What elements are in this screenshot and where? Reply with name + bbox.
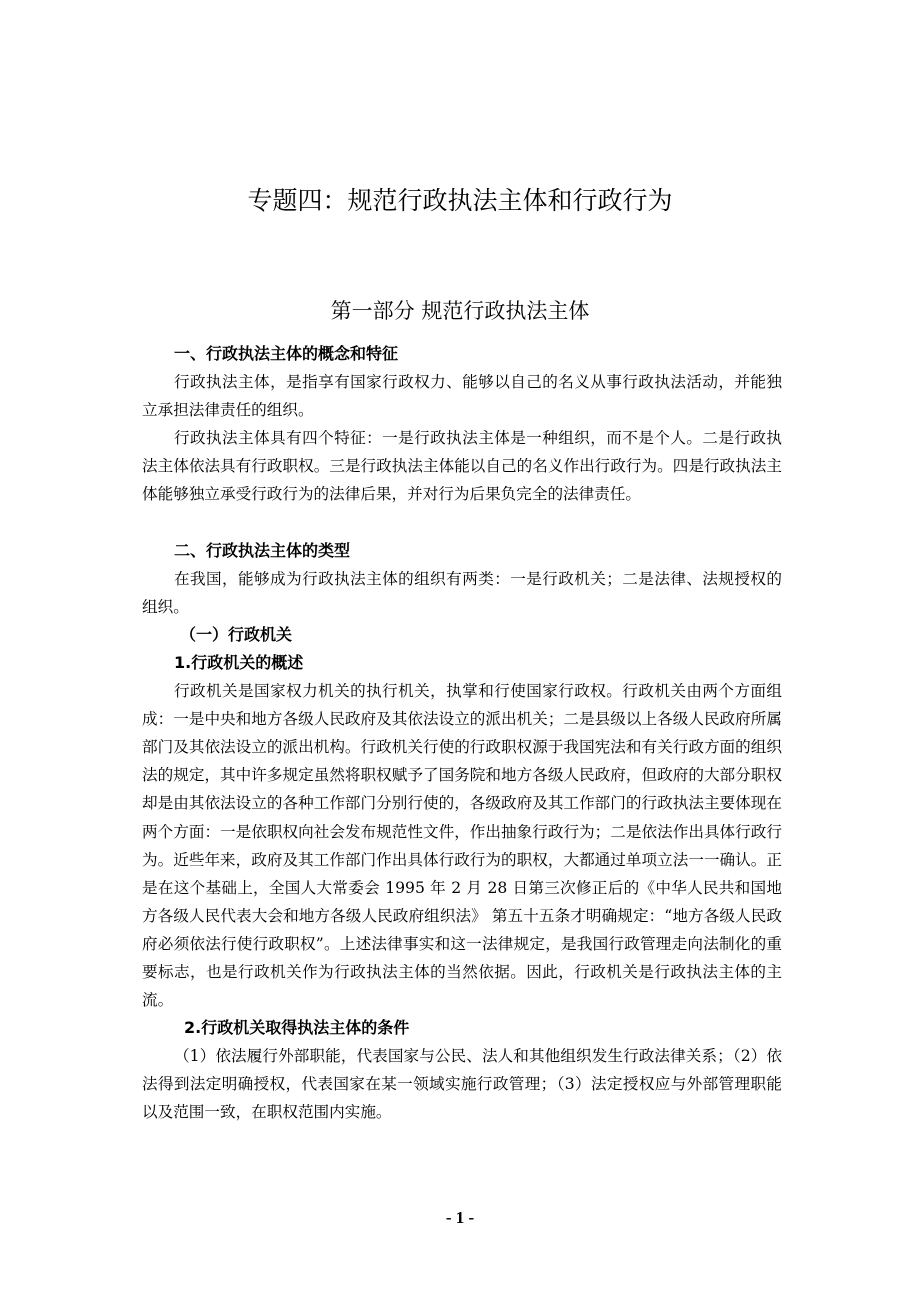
subsection-1-heading: （一）行政机关 — [180, 624, 293, 644]
section-1-paragraph-2: 行政执法主体具有四个特征：一是行政执法主体是一种组织，而不是个人。二是行政执法主体依法具有行政职权。三是行政执法主体能以自己的名义作出行政行为。四是行政执法主体能够独立承受行政行为的法律后果，并对行为后果负完全的法律责任。 — [142, 429, 782, 504]
subsection-1-2-heading: 2.行政机关取得执法主体的条件 — [184, 1018, 410, 1038]
section-2-heading: 二、行政执法主体的类型 — [174, 540, 351, 560]
document-body — [142, 340, 782, 1127]
subsection-1-1-paragraph: 行政机关是国家权力机关的执行机关，执掌和行使国家行政权。行政机关由两个方面组成：一是中央和地方各级人民政府及其依法设立的派出机关；二是县级以上各级人民政府所属部门及其依法设立的派出机构。行政机关行使的行政职权源于我国宪法和有关行政方面的组织法的规定，其中许多规定虽然将职权赋予了国务院和地方各级人民政府，但政府的大部分职权却是由其依法设立的各种工作部门分别行使的，各级政府及其工作部门的行政执法主要体现在两个方面：一是依职权向社会发布规范性文件，作出抽象行政行为；二是依法作出具体行政行为。近些年来，政府及其工作部门作出具体行政行为的职权，大都通过单项立法一一确认。正是在这个基础上，全国人大常委会 1995 年 2 月 28 日第三次修正后的《中华人民共和国地方各级人民代表大会和地方各级人民政府组织法》 第五十五条才明确规定：“地方各级人民政府必须依法行使行政职权”。上述法律事实和这一法律规定，是我国行政管理走向法制化的重要标志，也是行政机关作为行政执法主体的当然依据。因此，行政机关是行政执法主体的主流。 — [142, 682, 782, 1010]
page-number: - 1 - — [445, 1208, 475, 1227]
section-2-paragraph-1: 在我国，能够成为行政执法主体的组织有两类：一是行政机关；二是法律、法规授权的组织。 — [142, 569, 782, 616]
section-1-paragraph-1: 行政执法主体，是指享有国家行政权力、能够以自己的名义从事行政执法活动，并能独立承担法律责任的组织。 — [142, 373, 782, 420]
section-spacer — [142, 509, 782, 537]
subsection-1-2-paragraph: （1）依法履行外部职能，代表国家与公民、法人和其他组织发生行政法律关系；（2）依法得到法定明确授权，代表国家在某一领域实施行政管理；（3）法定授权应与外部管理职能以及范围一致，在职权范围内实施。 — [142, 1047, 782, 1122]
part-title: 第一部分 规范行政执法主体 — [330, 299, 590, 323]
subsection-1-1-heading: 1.行政机关的概述 — [174, 652, 304, 672]
section-1-heading: 一、行政执法主体的概念和特征 — [174, 344, 399, 363]
document-title: 专题四：规范行政执法主体和行政行为 — [247, 186, 673, 215]
